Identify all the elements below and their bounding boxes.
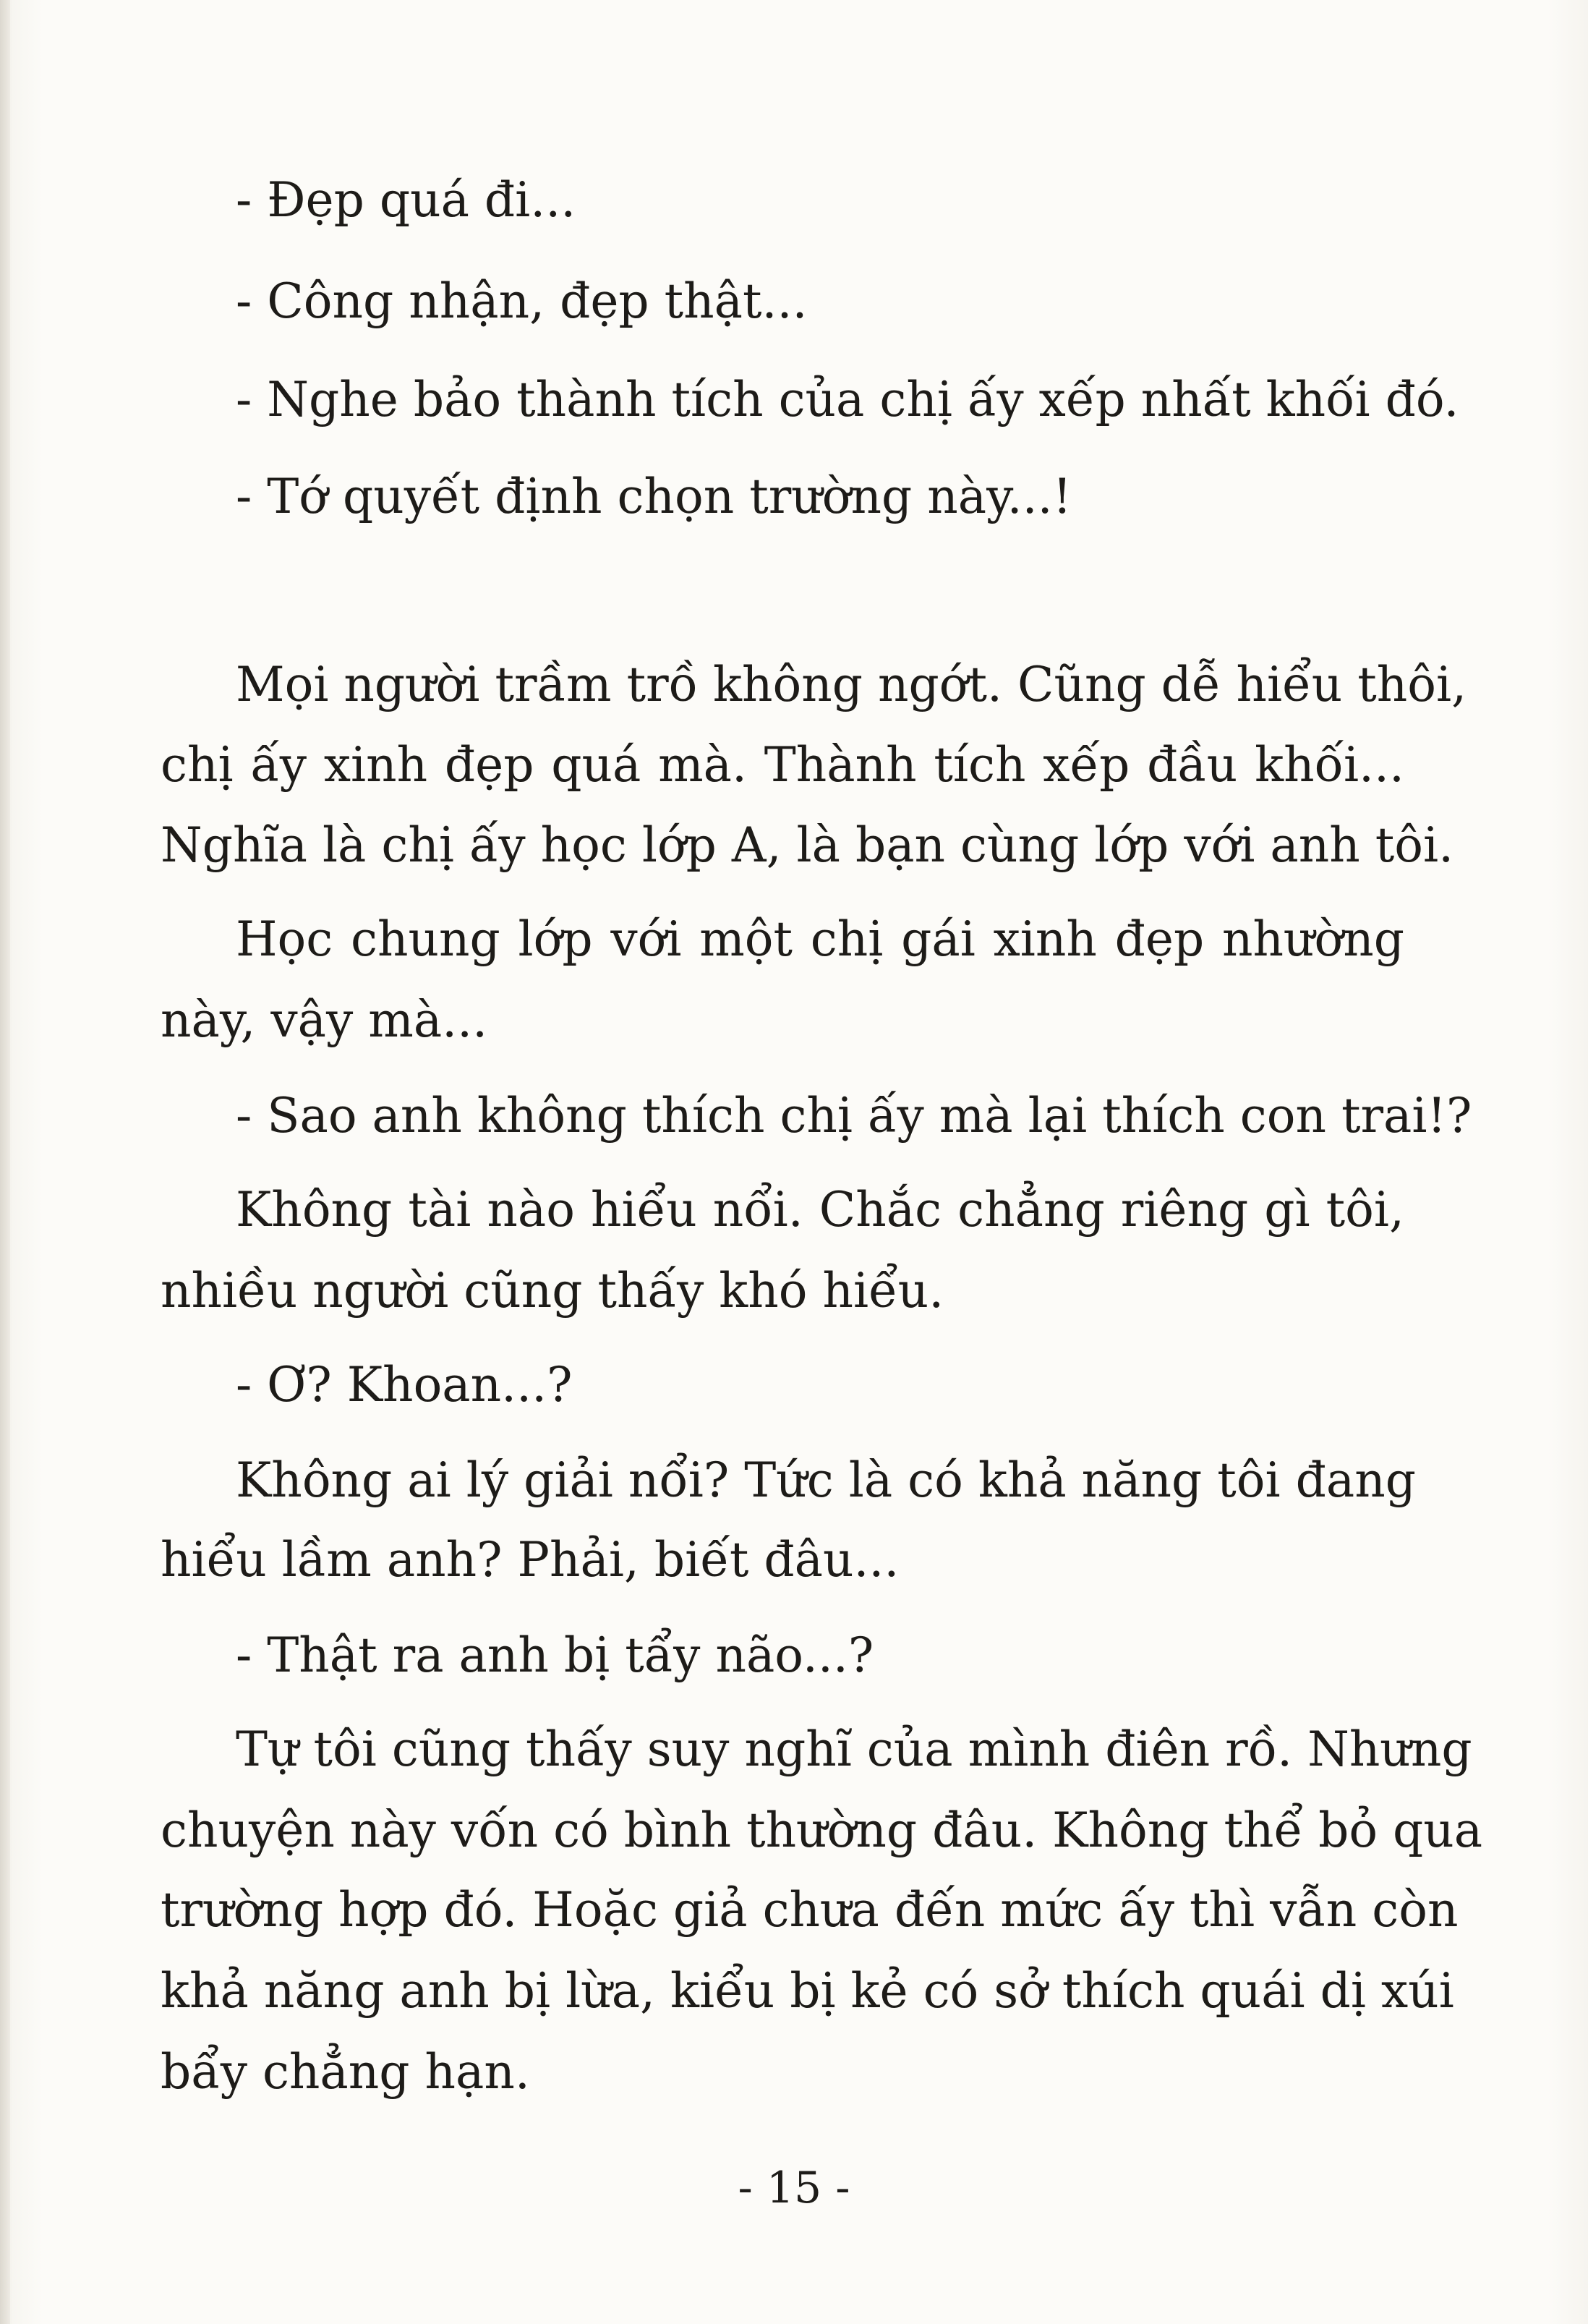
text-line: hiểu lầm anh? Phải, biết đâu... (161, 1532, 900, 1588)
text-line: Học chung lớp với một chị gái xinh đẹp nhường (236, 911, 1404, 967)
text-line: - Tớ quyết định chọn trường này...! (236, 469, 1072, 524)
text-line: nhiều người cũng thấy khó hiểu. (161, 1263, 944, 1319)
page-spine-shadow (0, 0, 10, 2324)
text-line: này, vậy mà... (161, 992, 488, 1048)
text-line: chị ấy xinh đẹp quá mà. Thành tích xếp đầu khối... (161, 737, 1404, 793)
text-line: khả năng anh bị lừa, kiểu bị kẻ có sở thích quái dị xúi (161, 1963, 1454, 2019)
text-line: Tự tôi cũng thấy suy nghĩ của mình điên rồ. Nhưng (236, 1721, 1472, 1777)
text-line: bẩy chẳng hạn. (161, 2044, 530, 2100)
text-line: - Đẹp quá đi... (236, 172, 576, 228)
page-number: - 15 - (738, 2163, 850, 2213)
text-line: - Thật ra anh bị tẩy não...? (236, 1627, 874, 1683)
text-line: - Ơ? Khoan...? (236, 1357, 573, 1413)
text-line: Không ai lý giải nổi? Tức là có khả năng tôi đang (236, 1452, 1416, 1508)
text-line: Nghĩa là chị ấy học lớp A, là bạn cùng lớp với anh tôi. (161, 817, 1454, 873)
text-line: chuyện này vốn có bình thường đâu. Không thể bỏ qua (161, 1802, 1483, 1858)
text-line: - Nghe bảo thành tích của chị ấy xếp nhất khối đó. (236, 372, 1459, 427)
text-line: - Sao anh không thích chị ấy mà lại thích con trai!? (236, 1088, 1472, 1144)
text-line: Mọi người trầm trồ không ngớt. Cũng dễ hiểu thôi, (236, 657, 1467, 712)
text-line: - Công nhận, đẹp thật... (236, 273, 808, 329)
text-line: Không tài nào hiểu nổi. Chắc chẳng riêng gì tôi, (236, 1182, 1404, 1238)
text-line: trường hợp đó. Hoặc giả chưa đến mức ấy thì vẫn còn (161, 1882, 1459, 1938)
